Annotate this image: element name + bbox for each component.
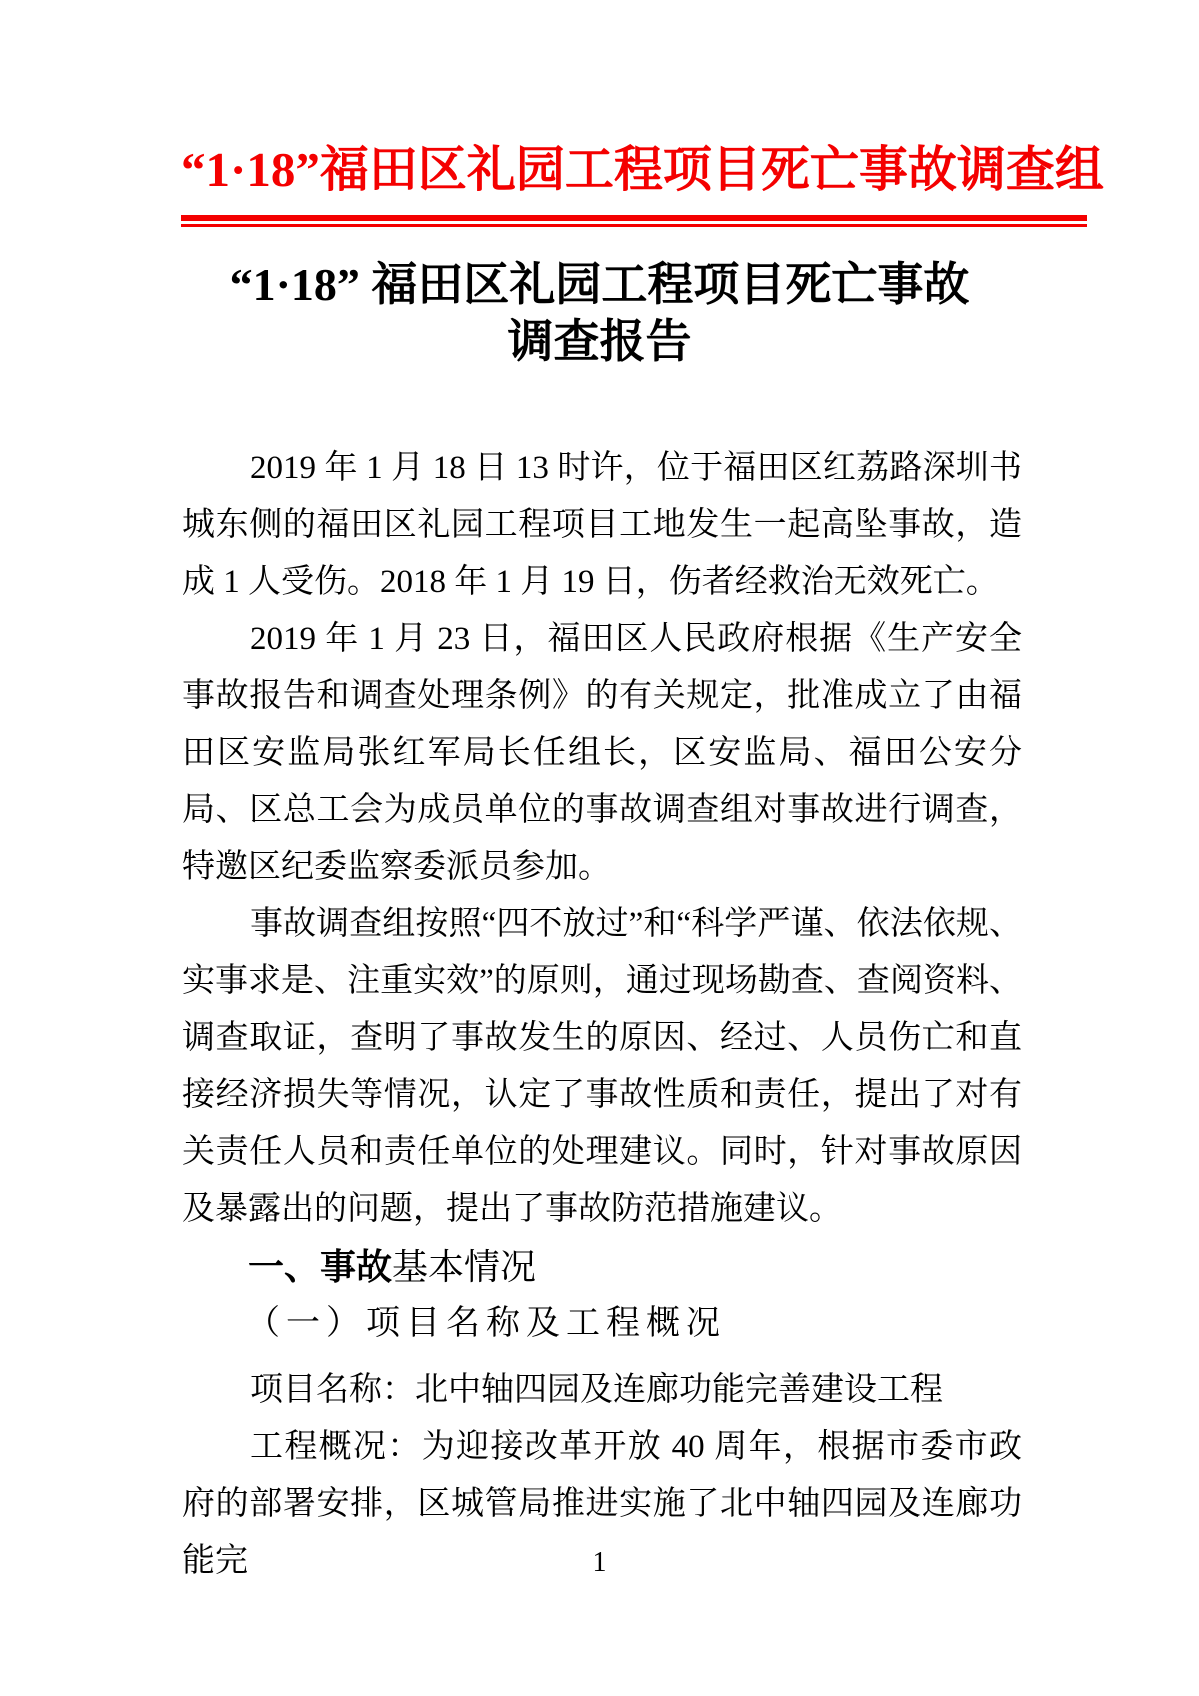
document-title-line1: “1·18” 福田区礼园工程项目死亡事故 [229, 259, 970, 310]
subsection-heading-project-overview: （一）项目名称及工程概况 [246, 1305, 726, 1342]
section-heading-text: 基本情况 [392, 1246, 537, 1287]
paragraph-investigation-method: 事故调查组按照“四不放过”和“科学严谨、依法依规、实事求是、注重实效”的原则，通过现场勘查、查阅资料、调查取证，查明了事故发生的原因、经过、人员伤亡和直接经济损失等情况，认定了事故性质和责任，提出了对有关责任人员和责任单位的处理建议。同时，针对事故原因及暴露出的问题，提出了事故防范措施建议。 [182, 906, 1022, 1227]
paragraph-project-overview: 工程概况：为迎接改革开放 40 周年，根据市委市政府的部署安排，区城管局推进实施了北中轴四园及连廊功能完 [182, 1429, 1022, 1579]
document-title [100, 256, 1099, 370]
section-heading-basic-situation [182, 1238, 1022, 1295]
document-title-line2: 调查报告 [507, 316, 692, 367]
document-body [182, 440, 1022, 1590]
section-heading-number: 一、事故 [248, 1246, 393, 1287]
paragraph-investigation-team: 2019 年 1 月 23 日，福田区人民政府根据《生产安全事故报告和调查处理条例》的有关规定，批准成立了由福田区安监局张红军局长任组长，区安监局、福田公安分局、区总工会为成员单位的事故调查组对事故进行调查，特邀区纪委监察委派员参加。 [182, 621, 1022, 885]
letterhead-rule-thin [181, 224, 1087, 227]
paragraph-incident-summary: 2019 年 1 月 18 日 13 时许，位于福田区红荔路深圳书城东侧的福田区礼园工程项目工地发生一起高坠事故，造成 1 人受伤。2018 年 1 月 19 日，伤者经救治无效死亡。 [182, 450, 1022, 600]
page-number: 1 [592, 1547, 607, 1578]
letterhead-rule-thick [181, 215, 1087, 221]
paragraph-project-name: 项目名称：北中轴四园及连廊功能完善建设工程 [250, 1372, 943, 1408]
letterhead-org-title: “1·18”福田区礼园工程项目死亡事故调查组 [181, 142, 1104, 197]
